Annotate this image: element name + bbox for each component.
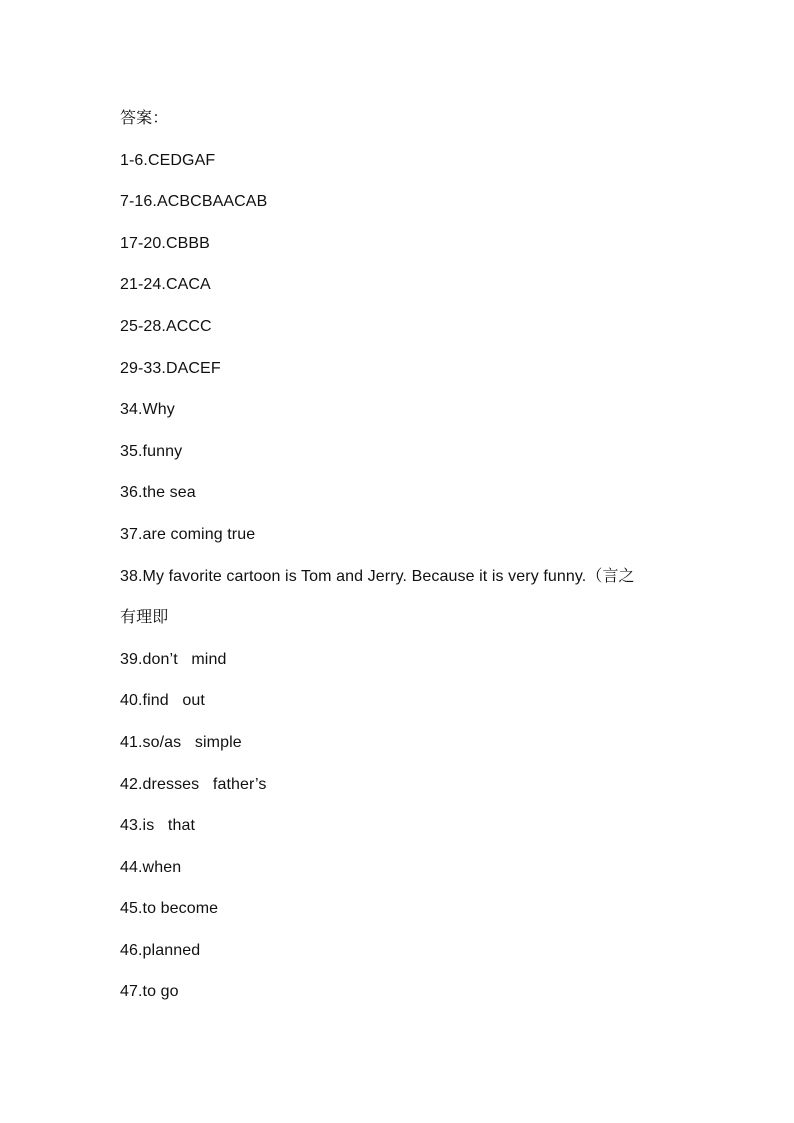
answer-line: 7-16.ACBCBAACAB [120, 193, 268, 211]
answer-line: 39.don’t mind [120, 650, 227, 668]
answer-line: 1-6.CEDGAF [120, 151, 216, 169]
answer-line: 45.to become [120, 900, 219, 918]
answer-line-continuation: 有理即 [120, 609, 169, 627]
answer-line: 47.to go [120, 983, 179, 1001]
answer-line: 43.is that [120, 817, 196, 835]
answer-line: 36.the sea [120, 484, 196, 502]
answer-heading: 答案： [120, 110, 169, 127]
answer-line: 44.when [120, 858, 182, 876]
answer-line: 40.find out [120, 692, 205, 710]
answer-key [120, 98, 700, 1013]
answer-line: 29-33.DACEF [120, 359, 221, 377]
answer-line: 37.are coming true [120, 525, 256, 543]
answer-line: 46.planned [120, 941, 201, 959]
answer-line: 17-20.CBBB [120, 234, 210, 252]
answer-line: 42.dresses father’s [120, 775, 267, 793]
answer-line: 38.My favorite cartoon is Tom and Jerry. Because it is very funny.（言之 [120, 567, 635, 585]
answer-line: 35.funny [120, 442, 183, 460]
answer-line: 21-24.CACA [120, 276, 211, 294]
answer-line: 25-28.ACCC [120, 317, 212, 335]
answer-line: 41.so/as simple [120, 733, 242, 751]
answer-line: 34.Why [120, 401, 175, 419]
